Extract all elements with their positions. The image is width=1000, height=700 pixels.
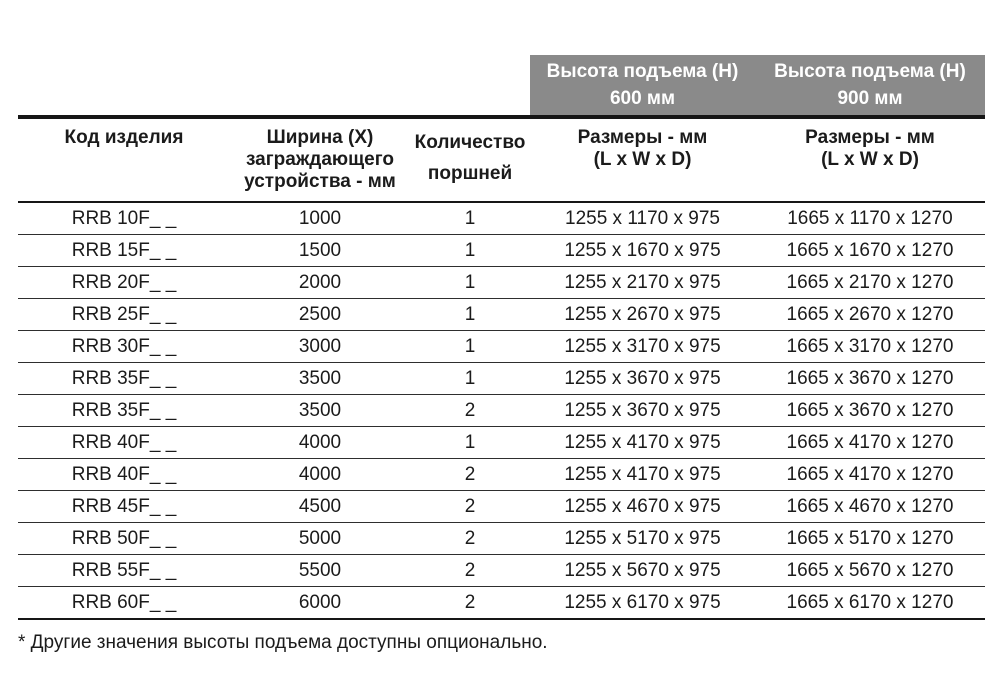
cell-dimensions-600: 1255 x 6170 x 975 — [530, 587, 755, 620]
spec-table — [18, 55, 985, 620]
cell-product-code: RRB 60F_ _ — [18, 587, 230, 620]
group-header-lift-900: Высота подъема (H) 900 мм — [755, 55, 985, 117]
cell-barrier-width: 3000 — [230, 331, 410, 363]
cell-barrier-width: 5000 — [230, 523, 410, 555]
cell-product-code: RRB 40F_ _ — [18, 427, 230, 459]
group-header-row — [18, 55, 985, 117]
cell-piston-count: 2 — [410, 491, 530, 523]
col-header-barrier-width: Ширина (X) заграждающего устройства - мм — [230, 117, 410, 202]
cell-product-code: RRB 15F_ _ — [18, 235, 230, 267]
table-row — [18, 202, 985, 235]
cell-piston-count: 2 — [410, 523, 530, 555]
cell-piston-count: 1 — [410, 299, 530, 331]
cell-barrier-width: 6000 — [230, 587, 410, 620]
table-row — [18, 395, 985, 427]
cell-barrier-width: 4000 — [230, 459, 410, 491]
table-row — [18, 523, 985, 555]
product-spec-table — [18, 55, 985, 654]
cell-product-code: RRB 25F_ _ — [18, 299, 230, 331]
cell-dimensions-900: 1665 x 5670 x 1270 — [755, 555, 985, 587]
table-row — [18, 267, 985, 299]
cell-dimensions-900: 1665 x 3670 x 1270 — [755, 395, 985, 427]
cell-piston-count: 2 — [410, 459, 530, 491]
cell-product-code: RRB 10F_ _ — [18, 202, 230, 235]
cell-dimensions-600: 1255 x 4170 x 975 — [530, 459, 755, 491]
cell-barrier-width: 1500 — [230, 235, 410, 267]
cell-piston-count: 2 — [410, 555, 530, 587]
cell-product-code: RRB 40F_ _ — [18, 459, 230, 491]
cell-dimensions-600: 1255 x 1170 x 975 — [530, 202, 755, 235]
cell-piston-count: 1 — [410, 427, 530, 459]
table-body — [18, 202, 985, 619]
cell-product-code: RRB 20F_ _ — [18, 267, 230, 299]
cell-piston-count: 2 — [410, 587, 530, 620]
cell-dimensions-600: 1255 x 2670 x 975 — [530, 299, 755, 331]
cell-piston-count: 1 — [410, 235, 530, 267]
col-header-product-code: Код изделия — [18, 117, 230, 202]
cell-barrier-width: 2000 — [230, 267, 410, 299]
cell-barrier-width: 5500 — [230, 555, 410, 587]
table-row — [18, 459, 985, 491]
cell-dimensions-900: 1665 x 5170 x 1270 — [755, 523, 985, 555]
table-row — [18, 427, 985, 459]
col-header-dimensions-600: Размеры - мм (L x W x D) — [530, 117, 755, 202]
cell-dimensions-900: 1665 x 4670 x 1270 — [755, 491, 985, 523]
cell-dimensions-600: 1255 x 3670 x 975 — [530, 395, 755, 427]
cell-dimensions-900: 1665 x 2670 x 1270 — [755, 299, 985, 331]
cell-dimensions-600: 1255 x 1670 x 975 — [530, 235, 755, 267]
footnote: * Другие значения высоты подъема доступны опционально. — [18, 632, 548, 653]
cell-dimensions-900: 1665 x 1170 x 1270 — [755, 202, 985, 235]
col-header-dimensions-900: Размеры - мм (L x W x D) — [755, 117, 985, 202]
cell-dimensions-600: 1255 x 3170 x 975 — [530, 331, 755, 363]
table-row — [18, 235, 985, 267]
cell-dimensions-900: 1665 x 6170 x 1270 — [755, 587, 985, 620]
cell-barrier-width: 1000 — [230, 202, 410, 235]
cell-product-code: RRB 35F_ _ — [18, 395, 230, 427]
cell-barrier-width: 3500 — [230, 395, 410, 427]
cell-piston-count: 1 — [410, 267, 530, 299]
band-spacer — [18, 55, 530, 117]
cell-dimensions-600: 1255 x 2170 x 975 — [530, 267, 755, 299]
cell-product-code: RRB 50F_ _ — [18, 523, 230, 555]
cell-dimensions-600: 1255 x 4670 x 975 — [530, 491, 755, 523]
table-row — [18, 555, 985, 587]
col-header-piston-count: Количество поршней — [410, 117, 530, 202]
table-row — [18, 491, 985, 523]
cell-piston-count: 2 — [410, 395, 530, 427]
cell-dimensions-600: 1255 x 4170 x 975 — [530, 427, 755, 459]
cell-barrier-width: 2500 — [230, 299, 410, 331]
cell-piston-count: 1 — [410, 363, 530, 395]
table-row — [18, 587, 985, 620]
cell-product-code: RRB 35F_ _ — [18, 363, 230, 395]
cell-dimensions-900: 1665 x 4170 x 1270 — [755, 427, 985, 459]
cell-dimensions-600: 1255 x 3670 x 975 — [530, 363, 755, 395]
cell-product-code: RRB 55F_ _ — [18, 555, 230, 587]
cell-piston-count: 1 — [410, 202, 530, 235]
cell-dimensions-600: 1255 x 5670 x 975 — [530, 555, 755, 587]
cell-dimensions-900: 1665 x 3670 x 1270 — [755, 363, 985, 395]
table-row — [18, 299, 985, 331]
table-row — [18, 331, 985, 363]
cell-dimensions-900: 1665 x 4170 x 1270 — [755, 459, 985, 491]
cell-dimensions-600: 1255 x 5170 x 975 — [530, 523, 755, 555]
table-row — [18, 363, 985, 395]
cell-product-code: RRB 45F_ _ — [18, 491, 230, 523]
cell-dimensions-900: 1665 x 3170 x 1270 — [755, 331, 985, 363]
cell-barrier-width: 4500 — [230, 491, 410, 523]
cell-dimensions-900: 1665 x 2170 x 1270 — [755, 267, 985, 299]
cell-dimensions-900: 1665 x 1670 x 1270 — [755, 235, 985, 267]
column-header-row — [18, 117, 985, 202]
cell-piston-count: 1 — [410, 331, 530, 363]
cell-product-code: RRB 30F_ _ — [18, 331, 230, 363]
cell-barrier-width: 4000 — [230, 427, 410, 459]
cell-barrier-width: 3500 — [230, 363, 410, 395]
group-header-lift-600: Высота подъема (H) 600 мм — [530, 55, 755, 117]
